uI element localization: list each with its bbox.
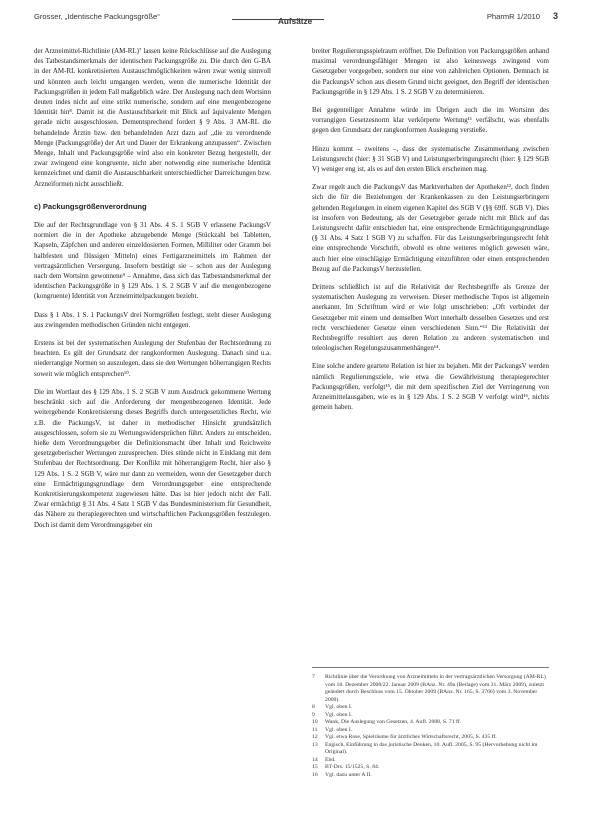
paragraph: Dass § 1 Abs. 1 S. 1 PackungsV drei Normgrößen festlegt, steht dieser Auslegung aus zwingenden methodischen Gründen nicht entgegen. bbox=[34, 310, 271, 329]
footnote: 10 Wank, Die Auslegung von Gesetzen, 4. Aufl. 2008, S. 71 ff. bbox=[312, 719, 462, 725]
footnote: 12 Vgl. etwa Rose, Spielräume für ärztliches Wirtschaftsrecht, 2005, S. 435 ff. bbox=[312, 734, 497, 740]
footnote: 9 Vgl. oben I. bbox=[312, 711, 353, 718]
paragraph: Hinzu kommt – zweitens –, dass der systematische Zusammenhang zwischen Leistungsrecht (hier: § 31 SGB V) und Leistungserbringungsrecht (hier: § 129 SGB V) weniger eng ist, als es auf den ersten Blick erscheinen mag. bbox=[312, 144, 549, 174]
page-number: 3 bbox=[552, 11, 558, 21]
header-rule bbox=[232, 19, 324, 20]
footnote: 15 BT-Drs. 15/1525, S. 84. bbox=[312, 764, 380, 770]
section-heading: c) Packungsgrößenverordnung bbox=[34, 201, 147, 211]
paragraph: Die auf der Rechtsgrundlage von § 31 Abs. 4 S. 1 SGB V erlassene PackungsV normiert die in der Apotheke abzugebende Menge (Stückzahl bei Tabletten, Kapseln, Zäpfchen und anderen einzeldosierten Formen, Milliliter oder Gramm bei halbfesten und flüssigen Mitteln) eines Fertigarzneimittels im Rahmen der vertragsärztlichen Versorgung. Insofern bestätigt sie – schon aus der Auslegung nach dem Wortsinn gewonnene⁹ – Annahme, dass sich das Tatbestandsmerkmal der identischen Packungsgröße in § 129 Abs. 1 S. 2 SGB V auf die mengenbezogene (kongruente) Identität von Arzneimittelpackungen bezieht. bbox=[34, 221, 271, 301]
footnote: 7 Richtlinie über die Verordnung von Arzneimitteln in der vertragsärztlichen Versorgung (AM-RL) vom 18. Dezember 2008/22. Januar 2009 (BAnz. Nr. 49a (Beilage) vom 31. März 2009), zuletzt geändert durch Beschluss vom 15. Oktober 2009 (BAnz. Nr. 165, S. 3766) vom 3. November 2009). bbox=[312, 674, 546, 703]
paragraph: Zwar regelt auch die PackungsV das Marktverhalten der Apotheken¹², doch finden sich die für die Beziehungen der Krankenkassen zu den Leistungserbringern geltenden Regelungen in einem eigenen Kapitel des SGB V (§§ 69ff. SGB V). Dies ist insofern von Bedeutung, als der Gesetzgeber gerade nicht mit Blick auf das Leistungsrecht dafür entschieden hat, eine entsprechende Ermächtigungsgrundlage (§ 31 Abs. 4 Satz 1 SGB V) zu schaffen. Für das Leistungserbringungsrecht fehlt eine entsprechende Vorschrift, obwohl es ohne weiteres möglich gewesen wäre, auch hier eine einschlägige Ermächtigung einzuführen oder einen entsprechenden Bezug auf die PackungsV herzustellen. bbox=[312, 183, 549, 273]
paragraph: der Arzneimittel-Richtlinie (AM-RL)⁷ lassen keine Rückschlüsse auf die Auslegung des Tatbestandsmerkmals der identischen Packungsgröße zu. Die durch den G-BA in der AM-RL konkretisierten Austauschmöglichkeiten wären zwar wenig sinnvoll und könnten auch leicht umgangen werden, wenn die numerische Identität der Packungsgrößen in jedem Fall maßgeblich wäre. Der Auslegung nach dem Wortsinn deuten indes nicht auf eine strikt numerische, sondern auf eine mengenbezogene Identität hin⁸. Damit ist die Austauschbarkeit mit Blick auf äquivalente Mengen gerade nicht ausgeschlossen. Dementsprechend fordert § 9 Abs. 3 AM-RL die behandelnde Ärztin bzw. den behandelnden Arzt dazu auf „die zu verordnende Menge (Packungsgröße) der Art und Dauer der Erkrankung anzupassen“. Zwischen Menge, Inhalt und Packungsgröße wird also ein konkreter Bezug hergestellt, der zwar zwingend eine kongruente, nicht aber notwendig eine numerische Identität kennzeichnet und damit die Austauschbarkeit unterschiedlicher Darreichungen bzw. Arzneiformen nicht ausschließt. bbox=[34, 47, 271, 188]
right-column bbox=[312, 46, 549, 421]
paragraph: breiter Regulierungsspielraum eröffnet. Die Definition von Packungsgrößen anhand maximal verordnungsfähiger Mengen ist also keineswegs zwingend vom Gesetzgeber vorgegeben, sondern nur eine von zahlreichen Optionen. Demnach ist die PackungsV schon aus diesem Grund nicht geeignet, den Begriff der identischen Packungsgröße in § 129 Abs. 1 S. 2 SGB V zu determinieren. bbox=[312, 47, 549, 96]
paragraph: Die im Wortlaut des § 129 Abs. 1 S. 2 SGB V zum Ausdruck gekommene Wertung beschränkt sich auf die Anforderung der mengenbezogenen Identität. Jede weitergehende Konkretisierung dieses Begriffs durch untergesetzliches Recht, wie z.B. die PackungsV, ist daher in methodischer Hinsicht grundsätzlich ausgeschlossen, sofern sie zu Wertungswidersprüchen führt. Anders zu entscheiden, hieße dem Verordnungsgeber die Definitionsmacht über Inhalt und Reichweite gesetzgeberischer Wertungen zuzusprechen. Dies stünde nicht in Einklang mit dem Stufenbau der Rechtsordnung. Der Konflikt mit höherrangigem Recht, hier also § 129 Abs. 1 S. 2 SGB V, wäre nur dann zu vermeiden, wenn der Gesetzgeber durch eine Ermächtigungsgrundlage dem Verordnungsgeber eine entsprechende Konkretisierungskompetenz zugewiesen hätte. Das ist hier jedoch nicht der Fall. Zwar ermächtigt § 31 Abs. 4 Satz 1 SGB V das Bundesministerium für Gesundheit, das Nähere zu therapiegerechten und wirtschaftlichen Packungsgrößen festzulegen. Doch ist damit dem Verordnungsgeber ein bbox=[34, 387, 271, 529]
paragraph: Erstens ist bei der systematischen Auslegung der Stufenbau der Rechtsordnung zu beachten. Es gilt der Grundsatz der rangkonformen Auslegung. Danach sind u.a. niederrangige Normen so auszulegen, dass sie den Wertungen höherrangigen Rechts soweit wie möglich entsprechen¹⁰. bbox=[34, 339, 271, 378]
section-label: Aufsätze bbox=[278, 17, 313, 26]
footnotes bbox=[312, 667, 549, 779]
footnote: 8 Vgl. oben I. bbox=[312, 704, 353, 710]
footnote: 13 Engisch, Einführung in das juristische Denken, 10. Aufl. 2005, S. 95 (Hervorhebung nicht im Original). bbox=[312, 741, 538, 755]
paragraph: Eine solche andere geartete Relation ist hier zu bejahen. Mit der PackungsV werden nämlich Regulierungsziele, wie etwa die Gewährleistung therapiegerechter Packungsgrößen, verfolgt¹⁵, die mit dem spezifischen Ziel der Verringerung von Arzneimittelausgaben, wie es in § 129 Abs. 1 S. 2 SGB V verfolgt wird¹⁶, nichts gemein haben. bbox=[312, 362, 549, 412]
journal-issue: PharmR 1/2010 bbox=[486, 12, 540, 21]
running-title: Grosser, „Identische Packungsgröße“ bbox=[34, 12, 160, 21]
paragraph: Drittens schließlich ist auf die Relativität der Rechtsbegriffe als Grenze der systematischen Auslegung zu verweisen. Dieser methodische Topos ist allgemein anerkannt. Im Schrifttum wird er wie folgt umschrieben: „Oft verbindet der Gesetzgeber mit einem und demselben Wort innerhalb desselben Gesetzes und erst recht verschiedener Gesetze einen verschiedenen Sinn.“¹³ Die Relativität der Rechtsbegriffe resultiert aus deren Relation zu anderen systematischen und teleologischen Regelungszusammenhängen¹⁴. bbox=[312, 283, 549, 353]
footnote: 11 Vgl. oben I. bbox=[312, 726, 353, 733]
paragraph: Bei gegenteiliger Annahme würde im Übrigen auch die im Wortsinn des vorrangigen Gesetzesnorm klar verkörperte Wertung¹¹ verfälscht, was ebenfalls gegen den Grundsatz der rangkonformen Auslegung verstieße. bbox=[312, 106, 549, 135]
footnote: 14 Ebd. bbox=[312, 756, 336, 763]
left-column bbox=[34, 46, 271, 538]
footnote: 16 Vgl. dazu unter A II. bbox=[312, 771, 372, 778]
